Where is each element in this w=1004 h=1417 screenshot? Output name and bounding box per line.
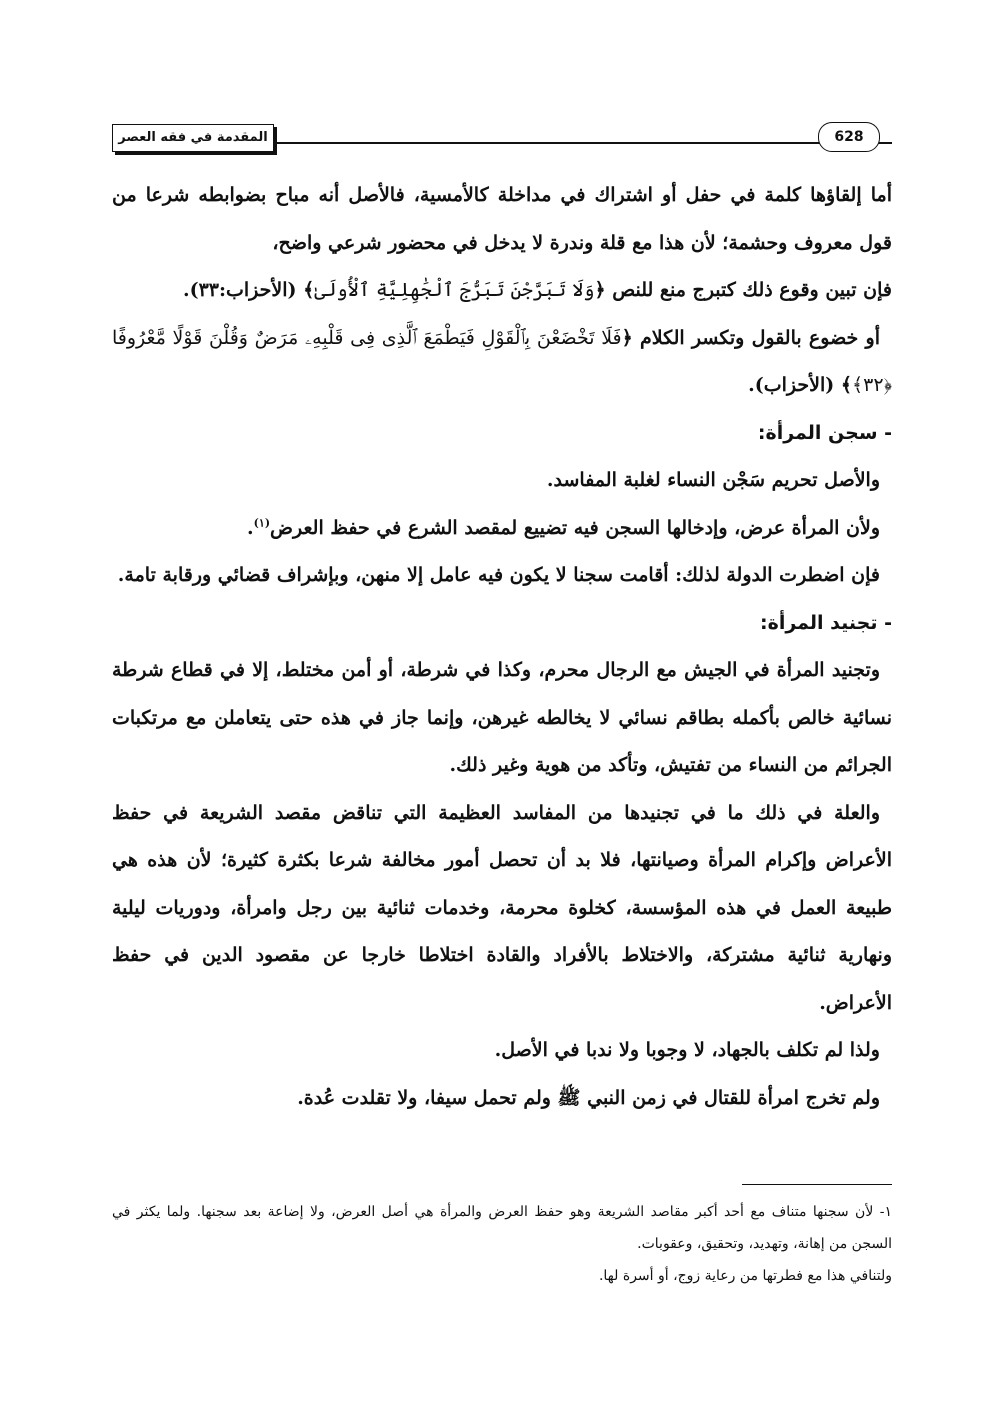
text-run: ﴾ (الأحزاب). [748,374,853,396]
paragraph: والأصل تحريم سَجْن النساء لغلبة المفاسد. [546,469,880,491]
paragraph [112,505,892,553]
quran-verse: فَلَا تَخْضَعْنَ بِٱلْقَوْلِ فَيَطْمَعَ ٱلَّذِى فِى قَلْبِهِۦ مَرَضٌ وَقُلْنَ قَوْلًا مَّعْرُوفًا ﴿٣٢﴾ [112,326,892,396]
footnote-ref[interactable]: (١) [253,516,271,530]
paragraph: فإن اضطرت الدولة لذلك: أقامت سجنا لا يكون فيه عامل إلا منهن، وبإشراف قضائي ورقابة تامة. [117,564,880,586]
page-header [112,118,892,156]
quran-verse: وَلَا تَبَرَّجْنَ تَبَرُّجَ ٱلْجَٰهِلِيَّةِ ٱلْأُولَىٰ [314,279,595,301]
page-number: 628 [818,122,880,152]
text-run: . [247,516,254,539]
footnote: ١- لأن سجنها متناف مع أحد أكبر مقاصد الشريعة وهو حفظ العرض والمرأة هي أصل العرض، ولا إضاعة بعد سجنها. ولما يكثر في السجن من إهانة، وتهديد، وتحقيق، وعقوبات. [112,1204,892,1252]
section-heading: - سجن المرأة: [757,421,892,444]
text-run: فإن تبين وقوع ذلك كتبرج منع للنص ﴿ [594,279,892,301]
paragraph: ولم تخرج امرأة للقتال في زمن النبي ﷺ ولم تحمل سيفا، ولا تقلدت عُدة. [297,1086,880,1109]
section-heading: - تجنيد المرأة: [760,611,892,634]
paragraph: والعلة في ذلك ما في تجنيدها من المفاسد العظيمة التي تناقض مقصد الشريعة في حفظ الأعراض وإكرام المرأة وصيانتها، فلا بد أن تحصل أمور مخالفة شرعا بكثرة كثيرة؛ لأن هذه هي طبيعة العمل في هذه المؤسسة، كخلوة محرمة، وخدمات ثنائية بين رجل وامرأة، ودوريات ليلية ونهارية ثنائية مشتركة، والاختلاط بالأفراد والقادة اختلاطا خارجا عن مقصود الدين في حفظ الأعراض. [112,801,892,1014]
text-run: ولأن المرأة عرض، وإدخالها السجن فيه تضييع لمقصد الشرع في حفظ العرض [270,516,880,539]
paragraph: ولذا لم تكلف بالجهاد، لا وجوبا ولا ندبا في الأصل. [494,1039,880,1061]
footnote: ولتنافي هذا مع فطرتها من رعاية زوج، أو أسرة لها. [598,1268,892,1284]
paragraph [112,315,892,410]
text-run: ﴾ (الأحزاب:٣٣). [182,279,315,301]
text-run: أو خضوع بالقول وتكسر الكلام ﴿ [621,326,880,349]
footnote-separator [742,1184,892,1185]
paragraph: وتجنيد المرأة في الجيش مع الرجال محرم، وكذا في شرطة، أو أمن مختلط، إلا في قطاع شرطة نسائية خالص بأكمله بطاقم نسائي لا يخالطه غيرهن، وإنما جاز في هذه حتى يتعاملن مع مرتكبات الجرائم من النساء من تفتيش، وتأكد من هوية وغير ذلك. [112,659,892,776]
footnotes [112,1196,892,1292]
paragraph: أما إلقاؤها كلمة في حفل أو اشتراك في مداخلة كالأمسية، فالأصل أنه مباح بضوابطه شرعا من قول معروف وحشمة؛ لأن هذا مع قلة وندرة لا يدخل في محضور شرعي واضح، [112,184,892,254]
main-text [112,172,892,1122]
book-title: المقدمة في فقه العصر [112,124,274,152]
paragraph [112,267,892,315]
